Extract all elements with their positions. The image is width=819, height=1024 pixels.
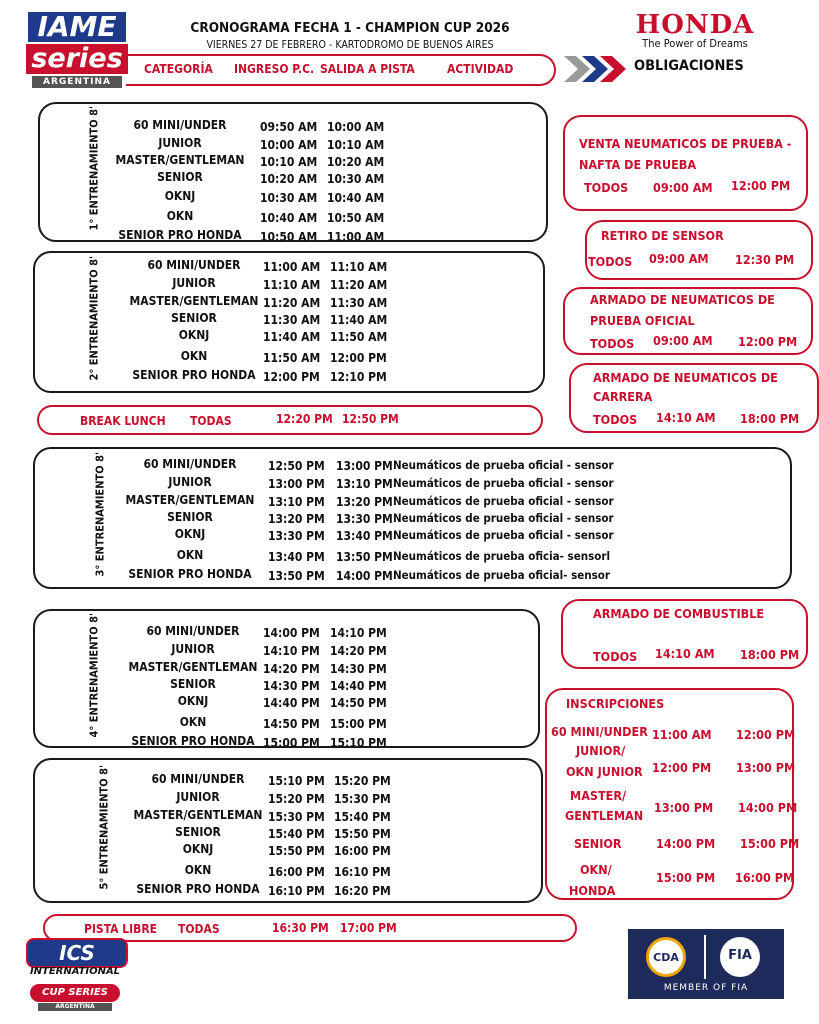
obligation-who: TODOS — [590, 336, 635, 351]
track-time: 14:10 PM — [330, 626, 387, 640]
category-label: SENIOR PRO HONDA — [131, 734, 255, 748]
track-time: 12:10 PM — [330, 370, 387, 384]
category-label: MASTER/GENTLEMAN — [133, 808, 263, 822]
inscripciones-title: INSCRIPCIONES — [566, 696, 665, 711]
obligation-end: 18:00 PM — [740, 411, 800, 426]
obligation-title: ARMADO DE NEUMATICOS DE — [593, 370, 778, 385]
inscription-start: 11:00 AM — [652, 727, 712, 742]
entry-time: 13:50 PM — [268, 569, 325, 583]
entry-time: 15:40 PM — [268, 827, 325, 841]
activity-text: Neumáticos de prueba oficial - sensor — [393, 528, 614, 542]
entry-time: 13:00 PM — [268, 477, 325, 491]
chevrons-icon — [560, 54, 630, 84]
track-time: 11:00 AM — [327, 230, 385, 244]
pista-libre-who: TODAS — [178, 922, 220, 936]
category-label: OKNJ — [164, 189, 196, 203]
session-label: 4° ENTRENAMIENTO 8' — [87, 612, 101, 737]
inscription-category: GENTLEMAN — [565, 808, 644, 823]
obligation-start: 09:00 AM — [649, 251, 709, 266]
track-time: 11:30 AM — [330, 296, 388, 310]
category-label: MASTER/GENTLEMAN — [115, 153, 245, 167]
entry-time: 15:20 PM — [268, 792, 325, 806]
obligation-who: TODOS — [584, 180, 629, 195]
track-time: 13:20 PM — [336, 495, 393, 509]
category-label: OKN — [184, 863, 212, 877]
track-time: 10:10 AM — [327, 138, 385, 152]
inscription-end: 16:00 PM — [735, 870, 795, 885]
logo-iame-text: IAME — [28, 12, 126, 42]
entry-time: 12:50 PM — [268, 459, 325, 473]
entry-time: 14:40 PM — [263, 696, 320, 710]
entry-time: 15:30 PM — [268, 810, 325, 824]
track-time: 10:40 AM — [327, 191, 385, 205]
category-label: SENIOR PRO HONDA — [136, 882, 260, 896]
category-label: 60 MINI/UNDER — [146, 624, 240, 638]
inscription-start: 13:00 PM — [654, 800, 714, 815]
category-label: MASTER/GENTLEMAN — [129, 294, 259, 308]
entry-time: 11:10 AM — [263, 278, 321, 292]
track-time: 15:00 PM — [330, 717, 387, 731]
track-time: 16:00 PM — [334, 844, 391, 858]
track-time: 14:20 PM — [330, 644, 387, 658]
session-label: 2° ENTRENAMIENTO 8' — [87, 256, 101, 381]
obligation-start: 14:10 AM — [656, 410, 716, 425]
obligation-end: 12:00 PM — [731, 178, 791, 193]
ics-logo — [22, 938, 128, 980]
category-label: OKNJ — [178, 328, 210, 342]
obligation-who: TODOS — [593, 649, 638, 664]
entry-time: 11:40 AM — [263, 330, 321, 344]
track-time: 14:40 PM — [330, 679, 387, 693]
iame-series-logo — [26, 12, 128, 88]
pista-libre-start: 16:30 PM — [272, 921, 329, 935]
category-label: SENIOR — [170, 677, 216, 691]
entry-time: 11:50 AM — [263, 351, 321, 365]
category-label: 60 MINI/UNDER — [143, 457, 237, 471]
entry-time: 15:50 PM — [268, 844, 325, 858]
track-time: 15:50 PM — [334, 827, 391, 841]
cup-series-text: CUP SERIES — [30, 984, 120, 1002]
category-label: OKNJ — [174, 527, 206, 541]
entry-time: 16:10 PM — [268, 884, 325, 898]
obligation-start: 09:00 AM — [653, 333, 713, 348]
category-label: SENIOR — [171, 311, 217, 325]
entry-time: 10:20 AM — [260, 172, 318, 186]
activity-text: Neumáticos de prueba oficial - sensor — [393, 476, 614, 490]
entry-time: 14:10 PM — [263, 644, 320, 658]
track-time: 14:50 PM — [330, 696, 387, 710]
entry-time: 15:10 PM — [268, 774, 325, 788]
track-time: 11:50 AM — [330, 330, 388, 344]
obligation-who: TODOS — [588, 254, 633, 269]
inscription-start: 14:00 PM — [656, 836, 716, 851]
track-time: 13:50 PM — [336, 550, 393, 564]
track-time: 10:00 AM — [327, 120, 385, 134]
track-time: 12:00 PM — [330, 351, 387, 365]
honda-logo: HONDA — [635, 10, 755, 40]
track-time: 11:20 AM — [330, 278, 388, 292]
break-lunch-label: BREAK LUNCH — [80, 414, 166, 428]
obligation-end: 12:30 PM — [735, 252, 795, 267]
col-categoria: CATEGORÍA — [144, 62, 213, 76]
entry-time: 13:20 PM — [268, 512, 325, 526]
entry-time: 10:50 AM — [260, 230, 318, 244]
inscription-end: 13:00 PM — [736, 760, 796, 775]
obligation-who: TODOS — [593, 412, 638, 427]
track-time: 11:40 AM — [330, 313, 388, 327]
member-of-fia-text: MEMBER OF FIA — [663, 983, 749, 993]
fia-logo — [720, 937, 760, 977]
category-label: SENIOR — [175, 825, 221, 839]
cup-series-sub: ARGENTINA — [38, 1003, 112, 1011]
honda-tagline: The Power of Dreams — [642, 37, 748, 50]
category-label: SENIOR PRO HONDA — [118, 228, 242, 242]
break-lunch-end: 12:50 PM — [342, 412, 399, 426]
category-label: JUNIOR — [172, 276, 216, 290]
track-time: 13:10 PM — [336, 477, 393, 491]
obligation-end: 18:00 PM — [740, 647, 800, 662]
activity-text: Neumáticos de prueba oficial - sensor — [393, 494, 614, 508]
ics-international-text: INTERNATIONAL — [29, 966, 121, 977]
obligation-title: RETIRO DE SENSOR — [601, 228, 724, 243]
entry-time: 14:00 PM — [263, 626, 320, 640]
category-label: SENIOR — [157, 170, 203, 184]
entry-time: 10:10 AM — [260, 155, 318, 169]
inscription-category: 60 MINI/UNDER — [551, 724, 648, 739]
cda-logo — [646, 937, 686, 977]
inscription-category: OKN/ — [580, 862, 612, 877]
cup-series-logo — [30, 984, 120, 1012]
category-label: SENIOR PRO HONDA — [132, 368, 256, 382]
entry-time: 09:50 AM — [260, 120, 318, 134]
category-label: OKN — [179, 715, 207, 729]
session-label: 3° ENTRENAMIENTO 8' — [93, 452, 107, 577]
obligation-title: CARRERA — [593, 389, 653, 404]
inscription-category: SENIOR — [574, 836, 622, 851]
inscription-category: MASTER/ — [570, 788, 627, 803]
page-title: CRONOGRAMA FECHA 1 - CHAMPION CUP 2026 — [190, 20, 510, 36]
obligation-end: 12:00 PM — [738, 334, 798, 349]
col-salida: SALIDA A PISTA — [320, 62, 415, 76]
entry-time: 11:00 AM — [263, 260, 321, 274]
inscription-category: JUNIOR/ — [576, 743, 626, 758]
entry-time: 10:40 AM — [260, 211, 318, 225]
col-ingreso: INGRESO P.C. — [234, 62, 315, 76]
pista-libre-label: PISTA LIBRE — [84, 922, 158, 936]
category-label: MASTER/GENTLEMAN — [125, 493, 255, 507]
ics-logo-text: ICS — [26, 938, 128, 968]
activity-text: Neumáticos de prueba oficial- sensor — [393, 568, 610, 582]
category-label: JUNIOR — [158, 136, 202, 150]
track-time: 10:20 AM — [327, 155, 385, 169]
entry-time: 13:30 PM — [268, 529, 325, 543]
entry-time: 11:20 AM — [263, 296, 321, 310]
entry-time: 16:00 PM — [268, 865, 325, 879]
category-label: OKN — [180, 349, 208, 363]
activity-text: Neumáticos de prueba oficial - sensor — [393, 511, 614, 525]
inscription-end: 14:00 PM — [738, 800, 798, 815]
obligation-start: 09:00 AM — [653, 180, 713, 195]
entry-time: 10:30 AM — [260, 191, 318, 205]
category-label: 60 MINI/UNDER — [133, 118, 227, 132]
entry-time: 13:10 PM — [268, 495, 325, 509]
track-time: 15:30 PM — [334, 792, 391, 806]
entry-time: 14:50 PM — [263, 717, 320, 731]
entry-time: 11:30 AM — [263, 313, 321, 327]
session-label: 5° ENTRENAMIENTO 8' — [97, 764, 111, 889]
inscription-category: OKN JUNIOR — [566, 764, 643, 779]
obligation-start: 14:10 AM — [655, 646, 715, 661]
fia-logo-text: FIA — [728, 948, 752, 963]
category-label: JUNIOR — [176, 790, 220, 804]
track-time: 14:00 PM — [336, 569, 393, 583]
category-label: JUNIOR — [171, 642, 215, 656]
break-lunch-start: 12:20 PM — [276, 412, 333, 426]
category-label: OKNJ — [182, 842, 214, 856]
obligation-title: NAFTA DE PRUEBA — [579, 157, 697, 172]
category-label: JUNIOR — [168, 475, 212, 489]
entry-time: 13:40 PM — [268, 550, 325, 564]
track-time: 14:30 PM — [330, 662, 387, 676]
category-label: SENIOR PRO HONDA — [128, 567, 252, 581]
category-label: 60 MINI/UNDER — [151, 772, 245, 786]
category-label: OKNJ — [177, 694, 209, 708]
entry-time: 10:00 AM — [260, 138, 318, 152]
session-label: 1° ENTRENAMIENTO 8' — [87, 106, 101, 231]
entry-time: 14:30 PM — [263, 679, 320, 693]
track-time: 15:20 PM — [334, 774, 391, 788]
category-label: OKN — [176, 548, 204, 562]
entry-time: 15:00 PM — [263, 736, 320, 750]
page-subtitle: VIERNES 27 DE FEBRERO - KARTODROMO DE BUENOS AIRES — [206, 39, 494, 51]
obligation-title: ARMADO DE NEUMATICOS DE — [590, 292, 775, 307]
entry-time: 12:00 PM — [263, 370, 320, 384]
track-time: 10:30 AM — [327, 172, 385, 186]
track-time: 11:10 AM — [330, 260, 388, 274]
pista-libre-end: 17:00 PM — [340, 921, 397, 935]
inscription-category: HONDA — [569, 883, 616, 898]
cda-fia-badge — [628, 929, 784, 999]
track-time: 13:40 PM — [336, 529, 393, 543]
obligation-title: VENTA NEUMATICOS DE PRUEBA - — [579, 136, 792, 151]
obligation-title: PRUEBA OFICIAL — [590, 313, 695, 328]
logo-series-text: series — [26, 44, 128, 74]
entry-time: 14:20 PM — [263, 662, 320, 676]
obligations-title: OBLIGACIONES — [634, 58, 744, 74]
inscription-end: 15:00 PM — [740, 836, 800, 851]
cda-logo-text: CDA — [653, 951, 679, 964]
badge-divider — [704, 935, 706, 979]
track-time: 15:40 PM — [334, 810, 391, 824]
inscription-start: 12:00 PM — [652, 760, 712, 775]
activity-text: Neumáticos de prueba oficial - sensor — [393, 458, 614, 472]
logo-argentina-text: ARGENTINA — [32, 76, 122, 88]
break-lunch-who: TODAS — [190, 414, 232, 428]
track-time: 16:20 PM — [334, 884, 391, 898]
inscription-start: 15:00 PM — [656, 870, 716, 885]
obligation-title: ARMADO DE COMBUSTIBLE — [593, 606, 765, 621]
category-label: MASTER/GENTLEMAN — [128, 660, 258, 674]
category-label: SENIOR — [167, 510, 213, 524]
col-actividad: ACTIVIDAD — [447, 62, 514, 76]
activity-text: Neumáticos de prueba oficia- sensorl — [393, 549, 610, 563]
track-time: 10:50 AM — [327, 211, 385, 225]
inscription-end: 12:00 PM — [736, 727, 796, 742]
track-time: 13:00 PM — [336, 459, 393, 473]
track-time: 15:10 PM — [330, 736, 387, 750]
track-time: 13:30 PM — [336, 512, 393, 526]
category-label: 60 MINI/UNDER — [147, 258, 241, 272]
category-label: OKN — [166, 209, 194, 223]
track-time: 16:10 PM — [334, 865, 391, 879]
